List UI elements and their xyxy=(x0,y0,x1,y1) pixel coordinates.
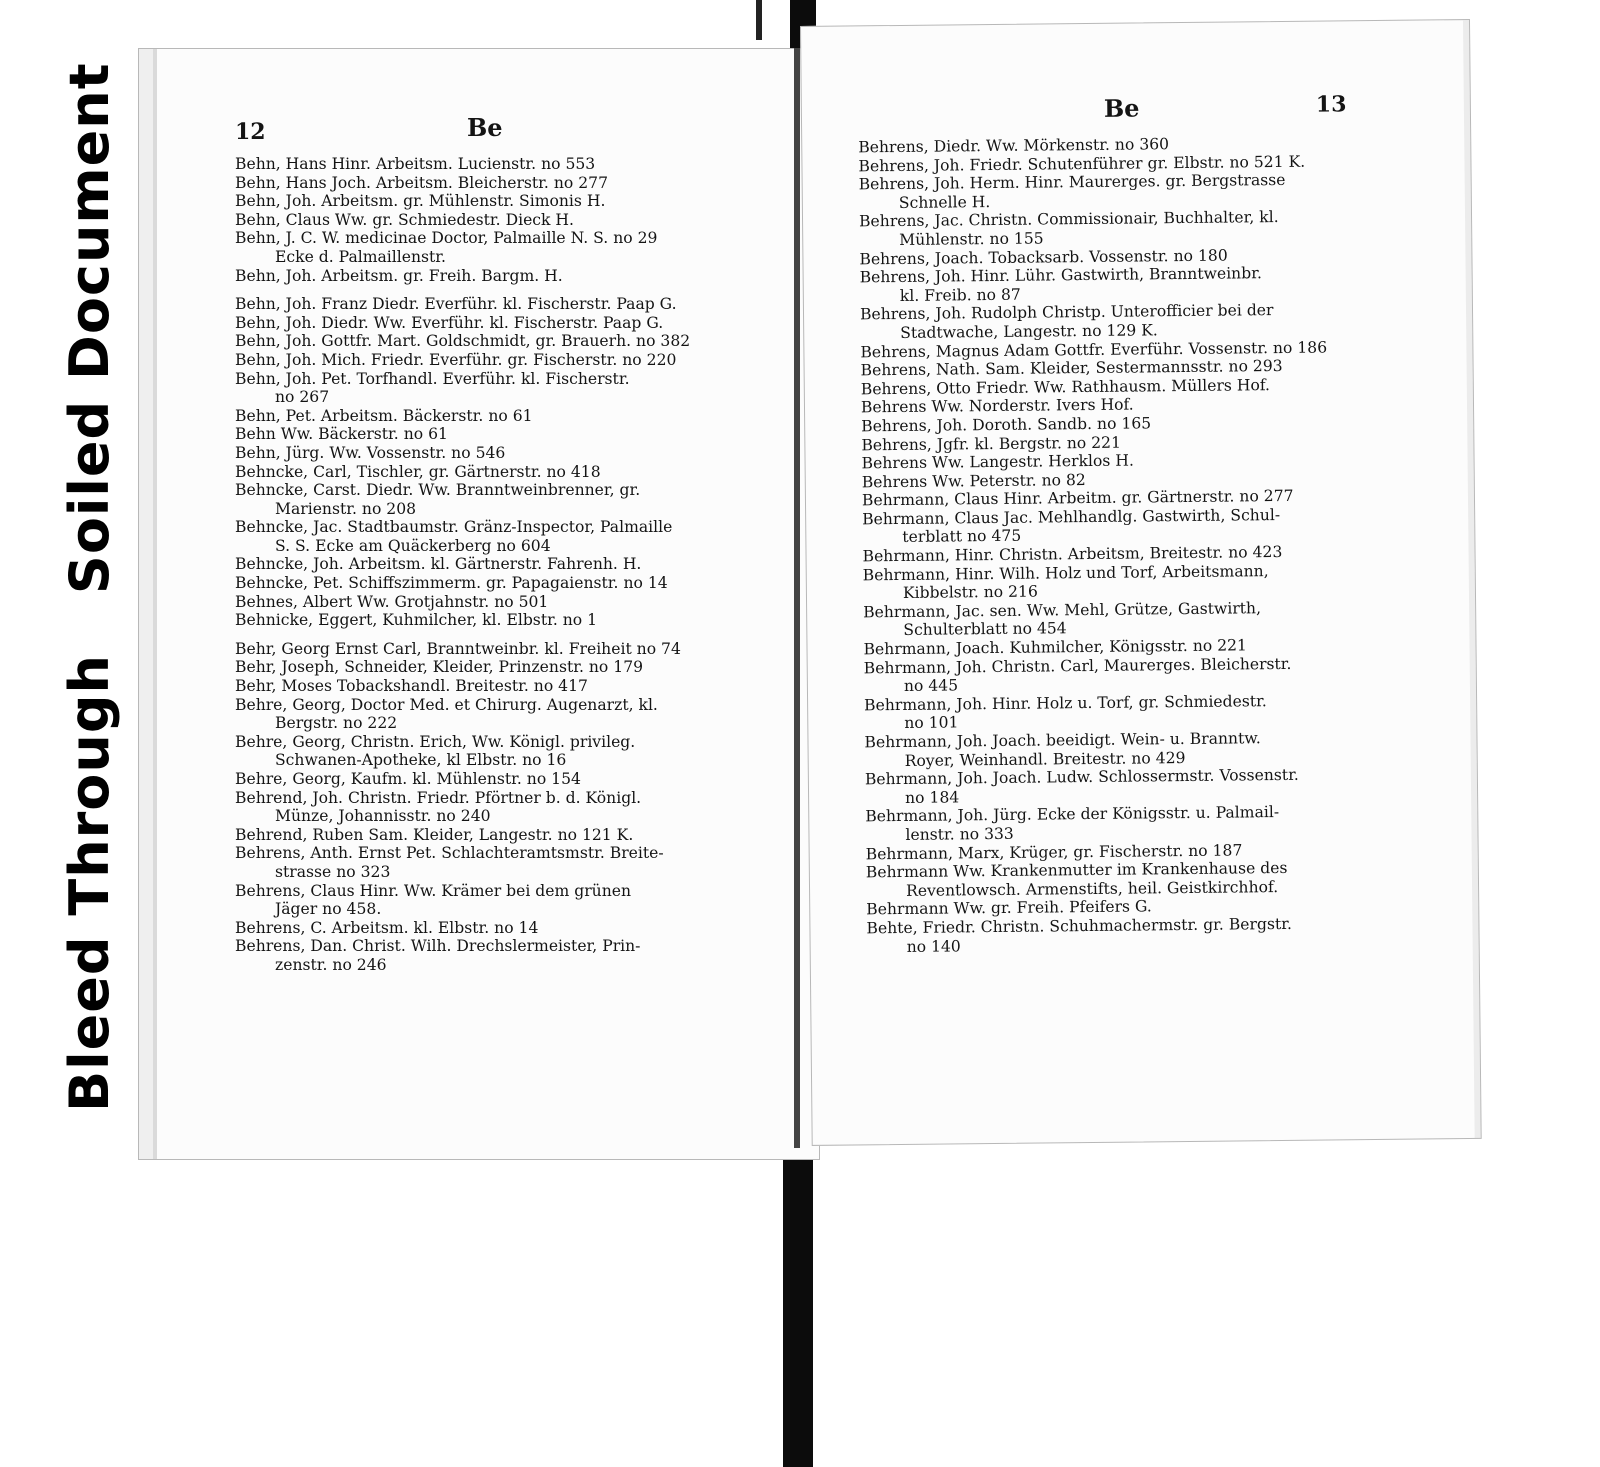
directory-entry: Behrens, Otto Friedr. Ww. Rathhausm. Müllers Hof. xyxy=(860,375,1271,399)
directory-entry: Behncke, Joh. Arbeitsm. kl. Gärtnerstr. Fahrenh. H. xyxy=(235,555,642,574)
directory-entry: Behrens, Magnus Adam Gottfr. Everführ. Vossenstr. no 186 xyxy=(860,338,1328,361)
entry-continuation: Münze, Johannisstr. no 240 xyxy=(275,807,491,826)
directory-entry: Behnes, Albert Ww. Grotjahnstr. no 501 xyxy=(235,592,549,611)
entry-continuation: Schwanen-Apotheke, kl Elbstr. no 16 xyxy=(275,751,567,770)
directory-entry: Behnicke, Eggert, Kuhmilcher, kl. Elbstr. no 1 xyxy=(235,611,598,630)
entry-continuation: no 101 xyxy=(904,713,959,733)
directory-entry: Behrens, Anth. Ernst Pet. Schlachteramtsmstr. Breite- xyxy=(235,844,664,863)
directory-entry: Behrens, Nath. Sam. Kleider, Sestermannsstr. no 293 xyxy=(860,357,1283,380)
entry-continuation: no 445 xyxy=(903,676,959,696)
left-page xyxy=(138,48,820,1160)
entry-continuation: no 267 xyxy=(275,388,330,407)
directory-entry: Behncke, Carst. Diedr. Ww. Branntweinbrenner, gr. xyxy=(235,481,641,500)
directory-entry: Behrens, Joach. Tobacksarb. Vossenstr. no 180 xyxy=(859,246,1228,268)
directory-entry: Behrens, Jgfr. kl. Bergstr. no 221 xyxy=(861,433,1122,454)
directory-entry: Behn, Jürg. Ww. Vossenstr. no 546 xyxy=(235,443,506,462)
directory-entry: Behrens, Claus Hinr. Ww. Krämer bei dem grünen xyxy=(235,881,632,900)
directory-entry: Behn, Joh. Arbeitsm. gr. Freih. Bargm. H. xyxy=(235,266,563,285)
directory-entry: Behre, Georg, Christn. Erich, Ww. Königl. privileg. xyxy=(235,732,636,751)
entry-continuation: no 140 xyxy=(906,936,961,956)
page-gutter xyxy=(794,48,800,1148)
directory-entry: Behr, Moses Tobackshandl. Breitestr. no 417 xyxy=(235,677,588,696)
directory-entry: Behrmann, Joh. Christn. Carl, Maurerges. Bleicherstr. xyxy=(863,654,1292,677)
entry-continuation: Schulterblatt no 454 xyxy=(903,619,1067,640)
directory-entry: Behrens, Dan. Christ. Wilh. Drechslermeister, Prin- xyxy=(235,937,641,956)
directory-entry: Behn, Claus Ww. gr. Schmiedestr. Dieck H. xyxy=(235,210,574,229)
directory-entry: Behrens, Joh. Herm. Hinr. Maurerges. gr. Bergstrasse xyxy=(858,171,1286,194)
directory-entry: Behre, Georg, Kaufm. kl. Mühlenstr. no 154 xyxy=(235,770,581,788)
directory-entry: Behn Ww. Bäckerstr. no 61 xyxy=(235,425,448,444)
entry-continuation: S. S. Ecke am Quäckerberg no 604 xyxy=(275,536,551,555)
directory-entry: Behrens, Jac. Christn. Commissionair, Buchhalter, kl. xyxy=(858,208,1279,231)
entry-continuation: Stadtwache, Langestr. no 129 K. xyxy=(900,321,1158,342)
page-number: 12 xyxy=(235,119,266,145)
spine-bottom xyxy=(783,1148,813,1467)
directory-entry: Behn, Joh. Pet. Torfhandl. Everführ. kl. Fischerstr. xyxy=(235,369,630,388)
spine-top-left xyxy=(756,0,762,40)
entry-continuation: Reventlowsch. Armenstifts, heil. Geistkirchhof. xyxy=(905,877,1279,900)
directory-entry: Behrens Ww. Norderstr. Ivers Hof. xyxy=(860,395,1134,417)
directory-entry: Behn, Joh. Franz Diedr. Everführ. kl. Fischerstr. Paap G. xyxy=(235,295,677,314)
directory-entry: Behrmann Ww. gr. Freih. Pfeifers G. xyxy=(866,897,1152,919)
directory-entry: Behrmann Ww. Krankenmutter im Krankenhause des xyxy=(865,859,1288,882)
directory-entry: Behrens, C. Arbeitsm. kl. Elbstr. no 14 xyxy=(235,918,539,937)
directory-entry: Behncke, Jac. Stadtbaumstr. Gränz-Inspector, Palmaille xyxy=(235,518,673,537)
directory-entry: Behrmann, Joh. Hinr. Holz u. Torf, gr. Schmiedestr. xyxy=(864,691,1267,715)
bleed-through-stamp xyxy=(38,62,140,1112)
directory-entry: Behrens, Joh. Rudolph Christp. Unterofficier bei der xyxy=(859,301,1274,324)
entry-continuation: Bergstr. no 222 xyxy=(275,714,398,733)
directory-entry: Behr, Georg Ernst Carl, Branntweinbr. kl. Freiheit no 74 xyxy=(235,639,681,658)
entry-list xyxy=(858,132,1433,956)
entry-continuation: strasse no 323 xyxy=(275,862,391,881)
entry-continuation: zenstr. no 246 xyxy=(275,955,387,974)
directory-entry: Behrens Ww. Peterstr. no 82 xyxy=(861,470,1086,492)
directory-entry: Behrend, Joh. Christn. Friedr. Pförtner b. d. Königl. xyxy=(235,788,642,807)
directory-entry: Behrens, Joh. Friedr. Schutenführer gr. Elbstr. no 521 K. xyxy=(858,152,1306,175)
directory-entry: Behrmann, Claus Jac. Mehlhandlg. Gastwirth, Schul- xyxy=(862,505,1281,529)
entry-continuation: Schnelle H. xyxy=(898,192,991,212)
directory-entry: Behrmann, Jac. sen. Ww. Mehl, Grütze, Gastwirth, xyxy=(863,599,1262,622)
entry-continuation: lenstr. no 333 xyxy=(905,824,1014,844)
directory-entry: Behr, Joseph, Schneider, Kleider, Prinzenstr. no 179 xyxy=(235,658,644,677)
entry-continuation: Jäger no 458. xyxy=(275,900,382,919)
directory-entry: Behre, Georg, Doctor Med. et Chirurg. Augenarzt, kl. xyxy=(235,695,658,714)
entry-continuation: no 184 xyxy=(904,788,960,807)
directory-entry: Behrmann, Joh. Jürg. Ecke der Königsstr. u. Palmail- xyxy=(865,803,1280,826)
page-header: Be xyxy=(1103,93,1140,123)
directory-entry: Behte, Friedr. Christn. Schuhmachermstr. gr. Bergstr. xyxy=(866,914,1292,938)
directory-entry: Behrend, Ruben Sam. Kleider, Langestr. no 121 K. xyxy=(235,825,634,844)
directory-entry: Behrmann, Joh. Joach. Ludw. Schlossermstr. Vossenstr. xyxy=(864,766,1299,789)
directory-entry: Behncke, Pet. Schiffszimmerm. gr. Papagaienstr. no 14 xyxy=(235,574,668,593)
entry-gap xyxy=(235,630,795,640)
directory-entry: Behn, J. C. W. medicinae Doctor, Palmaille N. S. no 29 xyxy=(235,229,658,248)
directory-entry: Behn, Joh. Arbeitsm. gr. Mühlenstr. Simonis H. xyxy=(235,192,606,211)
entry-continuation: Kibbelstr. no 216 xyxy=(902,582,1038,603)
entry-continuation: Mühlenstr. no 155 xyxy=(899,229,1044,249)
stamp-line-1: Bleed Through xyxy=(57,654,121,1112)
page-number: 13 xyxy=(1315,91,1347,118)
entry-gap xyxy=(235,285,795,295)
entry-continuation: terblatt no 475 xyxy=(902,527,1022,547)
directory-entry: Behrens, Joh. Hinr. Lühr. Gastwirth, Branntweinbr. xyxy=(859,264,1262,287)
directory-entry: Behrmann, Joh. Joach. beeidigt. Wein- u. Branntw. xyxy=(864,729,1261,752)
page-header: Be xyxy=(467,113,503,142)
directory-entry: Behn, Joh. Gottfr. Mart. Goldschmidt, gr. Brauerh. no 382 xyxy=(235,332,691,351)
directory-entry: Behrens Ww. Langestr. Herklos H. xyxy=(861,451,1134,473)
directory-entry: Behn, Hans Hinr. Arbeitsm. Lucienstr. no 553 xyxy=(235,155,596,173)
directory-entry: Behncke, Carl, Tischler, gr. Gärtnerstr. no 418 xyxy=(235,462,601,481)
directory-entry: Behn, Joh. Mich. Friedr. Everführ. gr. Fischerstr. no 220 xyxy=(235,350,677,369)
directory-entry: Behrmann, Hinr. Christn. Arbeitsm, Breitestr. no 423 xyxy=(862,543,1283,566)
directory-entry: Behn, Joh. Diedr. Ww. Everführ. kl. Fischerstr. Paap G. xyxy=(235,313,664,332)
directory-entry: Behrmann, Claus Hinr. Arbeitm. gr. Gärtnerstr. no 277 xyxy=(861,487,1294,510)
directory-entry: Behrens, Joh. Doroth. Sandb. no 165 xyxy=(861,414,1152,436)
directory-entry: Behrens, Diedr. Ww. Mörkenstr. no 360 xyxy=(858,135,1170,157)
entry-continuation: Marienstr. no 208 xyxy=(275,499,417,518)
directory-entry: Behrmann, Joach. Kuhmilcher, Königsstr. no 221 xyxy=(863,636,1248,659)
entry-continuation: Ecke d. Palmaillenstr. xyxy=(275,247,447,266)
directory-entry: Behn, Pet. Arbeitsm. Bäckerstr. no 61 xyxy=(235,406,533,425)
stamp-line-2: Soiled Document xyxy=(57,62,121,595)
right-page xyxy=(800,19,1482,1146)
entry-continuation: Royer, Weinhandl. Breitestr. no 429 xyxy=(904,748,1186,770)
entry-list xyxy=(235,155,795,975)
entry-continuation: kl. Freib. no 87 xyxy=(899,285,1021,305)
directory-entry: Behrmann, Hinr. Wilh. Holz und Torf, Arbeitsmann, xyxy=(862,561,1269,585)
directory-entry: Behrmann, Marx, Krüger, gr. Fischerstr. no 187 xyxy=(865,840,1243,863)
directory-entry: Behn, Hans Joch. Arbeitsm. Bleicherstr. no 277 xyxy=(235,173,608,192)
